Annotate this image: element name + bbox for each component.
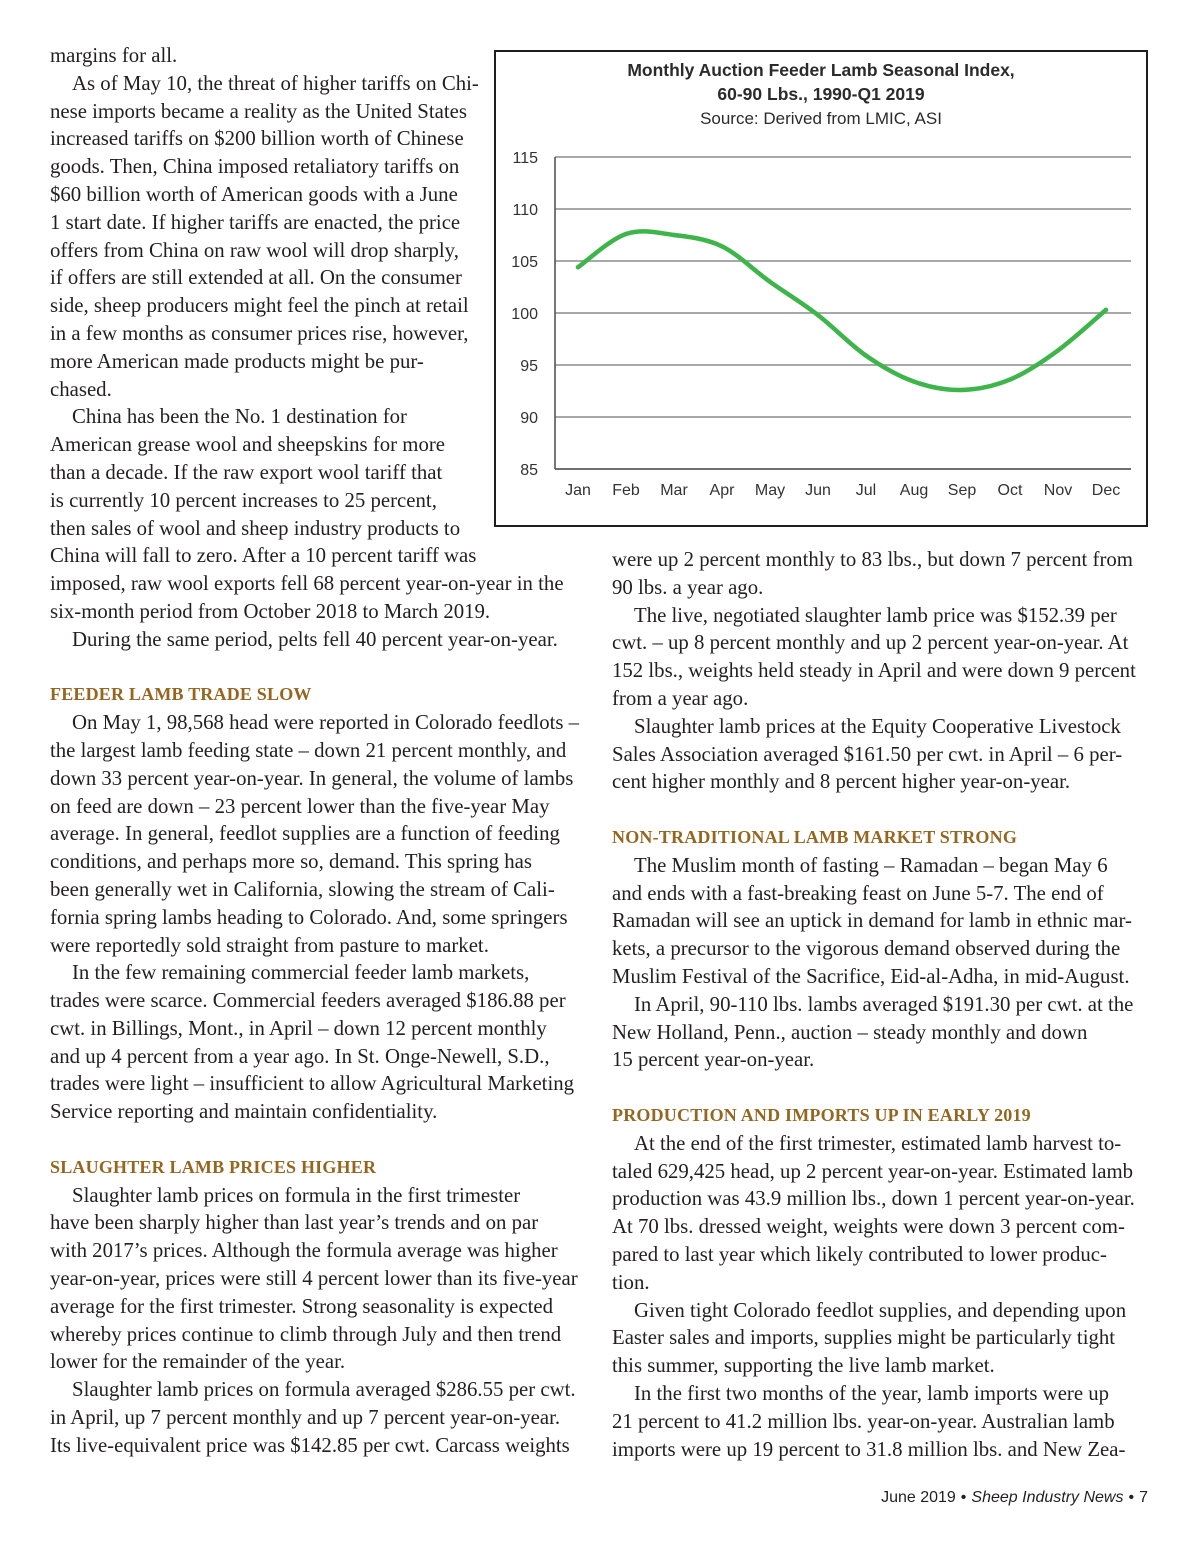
section-heading-slaughter-lamb: SLAUGHTER LAMB PRICES HIGHER <box>50 1156 377 1177</box>
text-line: Slaughter lamb prices at the Equity Cooperative Livestock <box>634 714 1121 738</box>
section-spacer <box>612 1074 1157 1102</box>
text-line: New Holland, Penn., auction – steady monthly and down <box>612 1020 1088 1044</box>
text-line: production was 43.9 million lbs., down 1 percent year-on-year. <box>612 1187 1135 1211</box>
data-point <box>720 244 724 248</box>
text-line: Service reporting and maintain confidentiality. <box>50 1100 438 1124</box>
text-line: chased. <box>50 377 112 401</box>
text-line: China has been the No. 1 destination for <box>72 405 407 429</box>
x-tick-label: Sep <box>947 482 977 499</box>
data-point <box>1104 308 1108 312</box>
text-line: from a year ago. <box>612 686 749 710</box>
text-line: whereby prices continue to climb through July and then trend <box>50 1322 562 1346</box>
text-line: American grease wool and sheepskins for more <box>50 433 446 457</box>
paragraph-feeder-markets <box>50 959 595 1126</box>
text-line: $60 billion worth of American goods with a June <box>50 182 458 206</box>
text-line: pared to last year which likely contributed to lower produc- <box>612 1242 1107 1266</box>
x-tick-label: Nov <box>1043 482 1073 499</box>
text-line: margins for all. <box>50 44 178 67</box>
data-point <box>672 233 676 237</box>
data-point <box>624 232 628 236</box>
text-line: At the end of the first trimester, estimated lamb harvest to- <box>634 1131 1122 1155</box>
x-tick-label: Apr <box>709 482 735 499</box>
y-tick-label: 110 <box>512 202 538 219</box>
y-tick-label: 90 <box>520 410 538 427</box>
x-tick-label: Oct <box>997 482 1023 499</box>
x-tick-label: May <box>754 482 786 499</box>
text-line: average for the first trimester. Strong seasonality is expected <box>50 1294 554 1318</box>
text-line: 21 percent to 41.2 million lbs. year-on-year. Australian lamb <box>612 1409 1115 1433</box>
text-line: in a few months as consumer prices rise, however, <box>50 321 469 345</box>
data-point <box>1008 377 1012 381</box>
x-tick-label: Mar <box>660 482 688 499</box>
y-tick-label: 115 <box>512 150 538 167</box>
text-line: trades were scarce. Commercial feeders averaged $186.88 per <box>50 989 566 1013</box>
y-tick-label: 105 <box>511 254 538 271</box>
text-line: On May 1, 98,568 head were reported in Colorado feedlots – <box>72 711 580 735</box>
paragraph-formula-april <box>50 1376 595 1459</box>
x-tick-label: Feb <box>612 482 640 499</box>
text-line: Easter sales and imports, supplies might be particularly tight <box>612 1326 1116 1350</box>
text-line: imports were up 19 percent to 31.8 million lbs. and New Zea- <box>612 1437 1126 1461</box>
text-line: Muslim Festival of the Sacrifice, Eid-al-Adha, in mid-August. <box>612 964 1130 988</box>
x-tick-label: Aug <box>899 482 929 499</box>
text-line: fornia spring lambs heading to Colorado. And, some springers <box>50 905 568 929</box>
data-point <box>864 353 868 357</box>
text-line: offers from China on raw wool will drop sharply, <box>50 238 459 262</box>
text-line: six-month period from October 2018 to March 2019. <box>50 599 491 623</box>
paragraph-imports <box>612 1380 1157 1463</box>
paragraph-feedlots <box>50 709 595 959</box>
x-tick-label: Jun <box>805 482 831 499</box>
data-point <box>768 280 772 284</box>
data-point <box>960 388 964 392</box>
line-chart <box>496 52 1146 525</box>
chart-figure <box>494 50 1148 527</box>
text-line: Given tight Colorado feedlot supplies, and depending upon <box>634 1298 1127 1322</box>
text-line: cent higher monthly and 8 percent higher year-on-year. <box>612 770 1071 794</box>
text-line: have been sharply higher than last year’s trends and on par <box>50 1211 539 1235</box>
y-tick-label: 85 <box>520 462 538 479</box>
paragraph-formula-trimester <box>50 1182 595 1377</box>
paragraph-harvest <box>612 1130 1157 1297</box>
paragraph-ramadan <box>612 852 1157 991</box>
text-line: Ramadan will see an uptick in demand for lamb in ethnic mar- <box>612 909 1132 933</box>
text-line: average. In general, feedlot supplies are a function of feeding <box>50 822 560 846</box>
text-line: nese imports became a reality as the United States <box>50 99 467 123</box>
section-spacer <box>50 654 595 682</box>
data-point <box>576 265 580 269</box>
x-tick-label: Dec <box>1091 482 1121 499</box>
text-line: the largest lamb feeding state – down 21 percent monthly, and <box>50 738 567 762</box>
paragraph-new-holland <box>612 991 1157 1074</box>
text-line: taled 629,425 head, up 2 percent year-on-year. Estimated lamb <box>612 1159 1134 1183</box>
paragraph-negotiated-price <box>612 602 1157 713</box>
text-line: During the same period, pelts fell 40 percent year-on-year. <box>72 627 558 651</box>
chart-source: Source: Derived from LMIC, ASI <box>700 109 942 128</box>
bullet-separator: • <box>960 1489 967 1506</box>
text-line: Its live-equivalent price was $142.85 per cwt. Carcass weights <box>50 1433 570 1457</box>
text-line: cwt. – up 8 percent monthly and up 2 percent year-on-year. At <box>612 631 1129 655</box>
section-spacer <box>50 1126 595 1154</box>
text-line: conditions, and perhaps more so, demand. This spring has <box>50 850 532 874</box>
text-line: 90 lbs. a year ago. <box>612 575 764 599</box>
text-line: increased tariffs on $200 billion worth of Chinese <box>50 127 464 151</box>
text-line: China will fall to zero. After a 10 percent tariff was <box>50 544 477 568</box>
y-tick-label: 100 <box>511 306 538 323</box>
text-line: tion. <box>612 1270 650 1294</box>
text-line: In the few remaining commercial feeder lamb markets, <box>72 961 530 985</box>
text-line: with 2017’s prices. Although the formula average was higher <box>50 1239 558 1263</box>
text-line: In the first two months of the year, lamb imports were up <box>634 1381 1110 1405</box>
text-line: more American made products might be pur- <box>50 349 424 373</box>
text-line: and ends with a fast-breaking feast on June 5-7. The end of <box>612 881 1104 905</box>
text-line: were reportedly sold straight from pasture to market. <box>50 933 489 957</box>
x-tick-label: Jan <box>565 482 591 499</box>
text-line: 152 lbs., weights held steady in April and were down 9 percent <box>612 659 1136 683</box>
data-point <box>912 379 916 383</box>
text-line: is currently 10 percent increases to 25 percent, <box>50 488 437 512</box>
issue-date: June 2019 <box>881 1489 956 1506</box>
text-line: in April, up 7 percent monthly and up 7 percent year-on-year. <box>50 1406 561 1430</box>
text-line: lower for the remainder of the year. <box>50 1350 346 1374</box>
text-line: The Muslim month of fasting – Ramadan – began May 6 <box>634 853 1108 877</box>
text-line: The live, negotiated slaughter lamb price was $152.39 per <box>634 603 1117 627</box>
series-line <box>578 231 1106 390</box>
right-column <box>612 546 1157 1463</box>
text-line: year-on-year, prices were still 4 percent lower than its five-year <box>50 1267 578 1291</box>
text-line: been generally wet in California, slowing the stream of Cali- <box>50 877 555 901</box>
text-line: and up 4 percent from a year ago. In St. Onge-Newell, S.D., <box>50 1044 550 1068</box>
text-line: on feed are down – 23 percent lower than the five-year May <box>50 794 550 818</box>
page-footer <box>881 1487 1148 1509</box>
chart-title: Monthly Auction Feeder Lamb Seasonal Index, <box>627 60 1015 80</box>
publication-name: Sheep Industry News <box>971 1489 1124 1506</box>
page-number: 7 <box>1139 1489 1148 1506</box>
text-line: down 33 percent year-on-year. In general, the volume of lambs <box>50 766 574 790</box>
data-point <box>816 313 820 317</box>
text-line: were up 2 percent monthly to 83 lbs., but down 7 percent from <box>612 548 1133 571</box>
text-line: At 70 lbs. dressed weight, weights were down 3 percent com- <box>612 1215 1125 1239</box>
text-line: trades were light – insufficient to allow Agricultural Marketing <box>50 1072 575 1096</box>
text-line: kets, a precursor to the vigorous demand observed during the <box>612 937 1121 961</box>
paragraph-equity-cooperative <box>612 713 1157 796</box>
text-line: than a decade. If the raw export wool tariff that <box>50 460 443 484</box>
text-line: then sales of wool and sheep industry products to <box>50 516 461 540</box>
data-point <box>1056 348 1060 352</box>
text-line: 15 percent year-on-year. <box>612 1048 815 1072</box>
paragraph-supplies <box>612 1297 1157 1380</box>
section-spacer <box>612 796 1157 824</box>
x-tick-label: Jul <box>855 482 877 499</box>
section-heading-feeder-lamb: FEEDER LAMB TRADE SLOW <box>50 684 312 705</box>
text-line: In April, 90-110 lbs. lambs averaged $191.30 per cwt. at the <box>634 992 1134 1016</box>
text-line: if offers are still extended at all. On the consumer <box>50 266 462 290</box>
text-line: goods. Then, China imposed retaliatory tariffs on <box>50 155 460 179</box>
text-line: Slaughter lamb prices on formula averaged $286.55 per cwt. <box>72 1378 576 1402</box>
bullet-separator: • <box>1128 1489 1135 1506</box>
text-line: imposed, raw wool exports fell 68 percent year-on-year in the <box>50 572 564 596</box>
paragraph-formula-april-continued <box>612 546 1157 602</box>
text-line: As of May 10, the threat of higher tariffs on Chi- <box>72 71 479 95</box>
text-line: this summer, supporting the live lamb market. <box>612 1354 995 1378</box>
chart-subtitle: 60-90 Lbs., 1990-Q1 2019 <box>717 84 925 104</box>
section-heading-production-imports: PRODUCTION AND IMPORTS UP IN EARLY 2019 <box>612 1104 1031 1125</box>
y-tick-label: 95 <box>520 358 538 375</box>
text-line: cwt. in Billings, Mont., in April – down 12 percent monthly <box>50 1016 547 1040</box>
paragraph-pelts <box>50 626 595 654</box>
text-line: 1 start date. If higher tariffs are enacted, the price <box>50 210 461 234</box>
text-line: side, sheep producers might feel the pinch at retail <box>50 294 469 318</box>
text-line: Slaughter lamb prices on formula in the first trimester <box>72 1183 521 1207</box>
section-heading-nontraditional-market: NON-TRADITIONAL LAMB MARKET STRONG <box>612 826 1018 847</box>
text-line: Sales Association averaged $161.50 per cwt. in April – 6 per- <box>612 742 1123 766</box>
